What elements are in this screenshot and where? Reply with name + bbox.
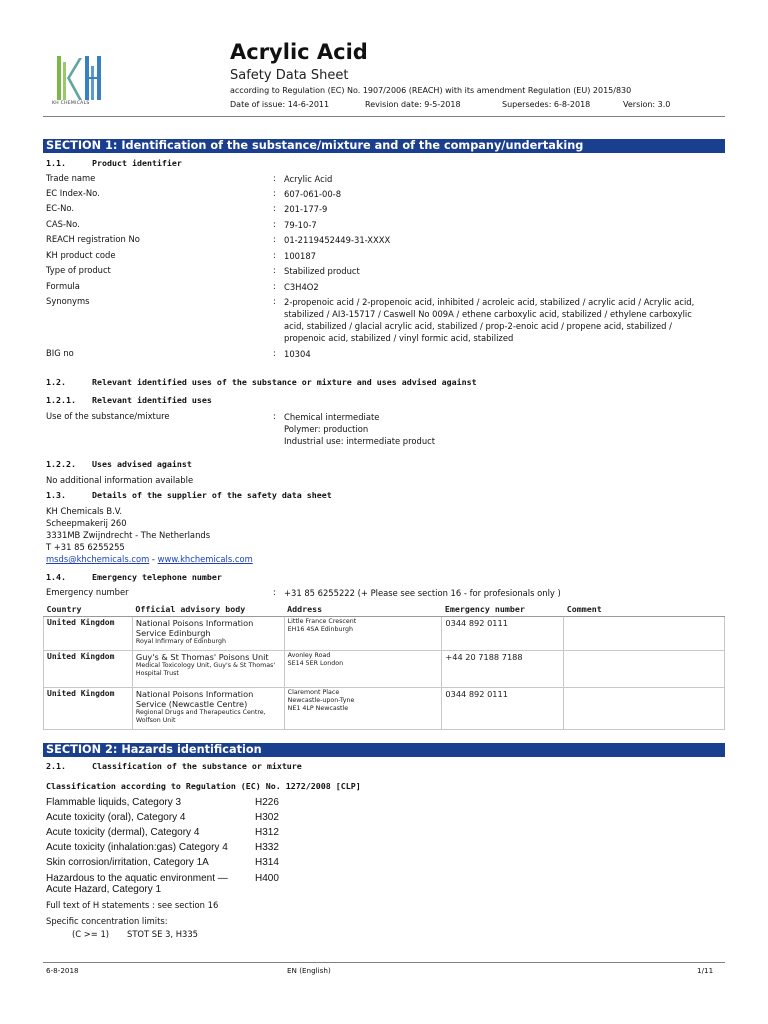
identifier-label: BIG no <box>46 348 74 358</box>
colon: : <box>273 188 276 198</box>
header-divider <box>43 116 725 117</box>
use-label: Use of the substance/mixture <box>46 411 170 421</box>
version: Version: 3.0 <box>623 100 671 109</box>
colon: : <box>273 203 276 213</box>
document-title: Acrylic Acid <box>230 40 368 64</box>
identifier-value: 01-2119452449-31-XXXX <box>284 235 391 245</box>
date-of-issue: Date of issue: 14-6-2011 <box>230 100 330 109</box>
clp-heading: Classification according to Regulation (EC) No. 1272/2008 [CLP] <box>46 781 361 791</box>
supplier-street: Scheepmakerij 260 <box>46 518 127 528</box>
column-header: Comment <box>564 602 725 617</box>
hazard-code: H302 <box>255 812 279 823</box>
spec-limits-label: Specific concentration limits: <box>46 916 168 926</box>
address-line: SE14 5ER London <box>287 660 344 667</box>
identifier-label: CAS-No. <box>46 219 80 229</box>
address-line: Avonley Road <box>287 652 331 659</box>
emergency-number-cell: +44 20 7188 7188 <box>442 651 564 688</box>
comment-cell <box>564 617 725 651</box>
colon: : <box>273 265 276 275</box>
footer-date: 6-8-2018 <box>46 966 79 975</box>
identifier-label: EC-No. <box>46 203 75 213</box>
identifier-value: 10304 <box>284 349 311 359</box>
classification-row <box>46 873 346 899</box>
footer-page-number: 1/11 <box>697 966 714 975</box>
section-2-bar: SECTION 2: Hazards identification <box>43 743 725 757</box>
identifier-value: 100187 <box>284 251 316 261</box>
supersedes: Supersedes: 6-8-2018 <box>502 100 591 109</box>
comment-cell <box>564 688 725 730</box>
full-text-note: Full text of H statements : see section 16 <box>46 900 219 910</box>
hazard-class: Acute toxicity (dermal), Category 4 <box>46 827 200 838</box>
advisory-body-sub: Regional Drugs and Therapeutics Centre, Wolfson Unit <box>135 709 266 724</box>
subsection-1-4: 1.4. Emergency telephone number <box>46 572 222 582</box>
limit-value: STOT SE 3, H335 <box>127 929 199 939</box>
colon: : <box>273 234 276 244</box>
column-header: Address <box>284 602 442 617</box>
identifier-label: KH product code <box>46 250 116 260</box>
colon: : <box>273 173 276 183</box>
hazard-code: H400 <box>255 873 279 884</box>
use-values: Chemical intermediate Polymer: production Industrial use: intermediate product <box>284 412 436 446</box>
identifier-value: C3H4O2 <box>284 282 319 292</box>
advisory-body-sub: Royal Infirmary of Edinburgh <box>135 638 227 645</box>
identifier-value: 2-propenoic acid / 2-propenoic acid, inhibited / acroleic acid, stabilized / acrylic acid / Acrylic acid, stabilized / AI3-15717 / Caswell No 009A / ethene carboxylic acid, stabilized / ethylene carboxylic acid, stabilized / glacial acrylic acid, stabilized / prop-2-enoic acid / propene acid, stabilized / propenoic acid, stabilized / vinyl formic acid, stabilized <box>284 297 695 343</box>
address-cell <box>284 688 442 730</box>
advisory-body-cell <box>132 688 284 730</box>
advisory-bodies-table <box>43 602 725 730</box>
address-line: Newcastle-upon-Tyne <box>287 697 355 704</box>
hazard-class: Hazardous to the aquatic environment — Acute Hazard, Category 1 <box>46 873 228 895</box>
country-cell: United Kingdom <box>44 651 133 688</box>
section-1-bar: SECTION 1: Identification of the substance/mixture and of the company/undertaking <box>43 139 725 153</box>
colon: : <box>273 411 276 421</box>
subsection-1-2-2: 1.2.2. Uses advised against <box>46 459 192 469</box>
kh-logo-icon <box>55 52 107 102</box>
identifier-label: EC Index-No. <box>46 188 100 198</box>
subsection-1-2-1: 1.2.1. Relevant identified uses <box>46 395 212 405</box>
address-cell <box>284 651 442 688</box>
revision-date: Revision date: 9-5-2018 <box>365 100 461 109</box>
colon: : <box>273 219 276 229</box>
column-header: Country <box>44 602 133 617</box>
hazard-code: H312 <box>255 827 279 838</box>
identifier-value: Acrylic Acid <box>284 174 333 184</box>
country-cell: United Kingdom <box>44 688 133 730</box>
footer-language: EN (English) <box>287 966 331 975</box>
identifier-label: REACH registration No <box>46 234 140 244</box>
identifier-label: Formula <box>46 281 80 291</box>
table-row <box>44 688 725 730</box>
advisory-body-name: National Poisons Information Service (Newcastle Centre) <box>135 689 254 709</box>
subsection-1-2: 1.2. Relevant identified uses of the substance or mixture and uses advised against <box>46 377 477 387</box>
hazard-code: H332 <box>255 842 279 853</box>
identifier-value: 607-061-00-8 <box>284 189 342 199</box>
address-line: NE1 4LP Newcastle <box>287 705 349 712</box>
document-subtitle: Safety Data Sheet <box>230 68 349 83</box>
hazard-code: H314 <box>255 857 279 868</box>
hazard-class: Acute toxicity (inhalation:gas) Category 4 <box>46 842 228 853</box>
colon: : <box>273 296 276 306</box>
subsection-1-3: 1.3. Details of the supplier of the safety data sheet <box>46 490 332 500</box>
link-separator: - <box>149 554 158 564</box>
identifier-value: 201-177-9 <box>284 204 328 214</box>
company-logo <box>55 52 107 102</box>
limit-condition: (C >= 1) <box>72 929 110 939</box>
address-line: Claremont Place <box>287 689 340 696</box>
logo-caption: KH CHEMICALS <box>52 101 90 106</box>
hazard-class: Acute toxicity (oral), Category 4 <box>46 812 186 823</box>
supplier-block <box>46 505 253 565</box>
hazard-class: Flammable liquids, Category 3 <box>46 797 182 808</box>
emergency-label: Emergency number <box>46 587 129 597</box>
regulation-note: according to Regulation (EC) No. 1907/2006 (REACH) with its amendment Regulation (EU) 2015/830 <box>230 86 632 95</box>
address-line: Little France Crescent <box>287 618 357 625</box>
advisory-body-cell <box>132 651 284 688</box>
identifier-label: Synonyms <box>46 296 90 306</box>
subsection-1-1: 1.1. Product identifier <box>46 158 182 168</box>
identifier-value: Stabilized product <box>284 266 360 276</box>
footer-divider <box>43 962 725 963</box>
address-line: EH16 4SA Edinburgh <box>287 626 353 633</box>
colon: : <box>273 348 276 358</box>
colon: : <box>273 587 276 597</box>
advisory-body-name: National Poisons Information Service Edinburgh <box>135 618 254 638</box>
table-row <box>44 617 725 651</box>
no-info-text: No additional information available <box>46 475 194 485</box>
hazard-code: H226 <box>255 797 279 808</box>
colon: : <box>273 281 276 291</box>
supplier-name: KH Chemicals B.V. <box>46 506 123 516</box>
supplier-city: 3331MB Zwijndrecht - The Netherlands <box>46 530 211 540</box>
website-link[interactable]: www.khchemicals.com <box>157 554 253 564</box>
table-row <box>44 651 725 688</box>
identifier-value: 79-10-7 <box>284 220 317 230</box>
colon: : <box>273 250 276 260</box>
emergency-value: +31 85 6255222 (+ Please see section 16 - for profesionals only ) <box>284 588 561 598</box>
identifier-label: Type of product <box>46 265 111 275</box>
identifier-label: Trade name <box>46 173 96 183</box>
column-header: Official advisory body <box>132 602 284 617</box>
advisory-body-sub: Medical Toxicology Unit, Guy's & St Thomas' Hospital Trust <box>135 662 276 677</box>
hazard-class: Skin corrosion/irritation, Category 1A <box>46 857 209 868</box>
country-cell: United Kingdom <box>44 617 133 651</box>
email-link[interactable]: msds@khchemicals.com <box>46 554 150 564</box>
subsection-2-1: 2.1. Classification of the substance or mixture <box>46 761 302 771</box>
emergency-number-cell: 0344 892 0111 <box>442 688 564 730</box>
column-header: Emergency number <box>442 602 564 617</box>
address-cell <box>284 617 442 651</box>
advisory-body-cell <box>132 617 284 651</box>
advisory-body-name: Guy's & St Thomas' Poisons Unit <box>135 652 269 662</box>
emergency-number-cell: 0344 892 0111 <box>442 617 564 651</box>
comment-cell <box>564 651 725 688</box>
supplier-phone: T +31 85 6255255 <box>46 542 125 552</box>
